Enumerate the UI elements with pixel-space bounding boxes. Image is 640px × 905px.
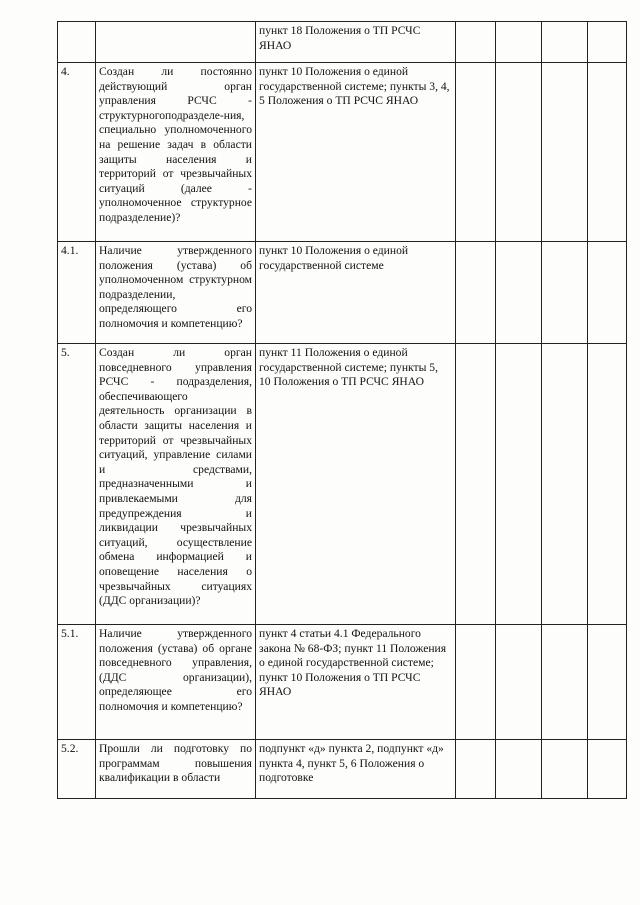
- table-row: [58, 63, 627, 242]
- table-row: [58, 740, 627, 799]
- row-number: 4.: [58, 63, 96, 242]
- row-reference: пункт 10 Положения о единой государственной системе; пункты 3, 4, 5 Положения о ТП РСЧС ЯНАО: [256, 63, 456, 242]
- table-row: [58, 625, 627, 740]
- answer-cell: [542, 625, 588, 740]
- row-number: [58, 22, 96, 63]
- answer-cell: [542, 344, 588, 625]
- answer-cell: [542, 740, 588, 799]
- answer-cell: [588, 63, 627, 242]
- row-reference: пункт 10 Положения о единой государственной системе: [256, 242, 456, 344]
- answer-cell: [542, 242, 588, 344]
- answer-cell: [588, 344, 627, 625]
- row-question: Создан ли постоянно действующий орган управления РСЧС - структурногоподразделе-ния, специально уполномоченного на решение задач в области защиты населения и территорий от чрезвычайных ситуаций (далее - уполномоченное структурное подразделение)?: [96, 63, 256, 242]
- table-row: [58, 344, 627, 625]
- row-question: Наличие утвержденного положения (устава) об уполномоченном структурном подразделении, определяющего его полномочия и компетенцию?: [96, 242, 256, 344]
- row-question: Наличие утвержденного положения (устава) об органе повседневного управления,(ДДС организации), определяющее его полномочия и компетенцию?: [96, 625, 256, 740]
- answer-cell: [588, 740, 627, 799]
- answer-cell: [456, 740, 496, 799]
- answer-cell: [456, 242, 496, 344]
- row-reference: пункт 18 Положения о ТП РСЧС ЯНАО: [256, 22, 456, 63]
- answer-cell: [496, 242, 542, 344]
- table-row: [58, 22, 627, 63]
- row-question: [96, 22, 256, 63]
- answer-cell: [542, 22, 588, 63]
- row-number: 5.1.: [58, 625, 96, 740]
- checklist-table: [57, 21, 627, 799]
- answer-cell: [588, 625, 627, 740]
- answer-cell: [542, 63, 588, 242]
- answer-cell: [456, 63, 496, 242]
- answer-cell: [496, 625, 542, 740]
- row-number: 5.: [58, 344, 96, 625]
- table-row: [58, 242, 627, 344]
- answer-cell: [456, 22, 496, 63]
- row-number: 4.1.: [58, 242, 96, 344]
- answer-cell: [496, 344, 542, 625]
- row-question: Прошли ли подготовку по программам повышения квалификации в области: [96, 740, 256, 799]
- answer-cell: [456, 344, 496, 625]
- answer-cell: [496, 22, 542, 63]
- row-reference: пункт 11 Положения о единой государственной системе; пункты 5, 10 Положения о ТП РСЧС ЯНАО: [256, 344, 456, 625]
- answer-cell: [456, 625, 496, 740]
- row-reference: пункт 4 статьи 4.1 Федерального закона № 68-ФЗ; пункт 11 Положения о единой государственной системе; пункт 10 Положения о ТП РСЧС ЯНАО: [256, 625, 456, 740]
- row-question: Создан ли орган повседневного управления РСЧС - подразделения, обеспечивающего деятельность организации в области защиты населения и территорий от чрезвычайных ситуаций, управление силами и средствами, предназначенными и привлекаемыми для предупреждения и ликвидации чрезвычайных ситуаций, осуществление обмена информацией и оповещение населения о чрезвычайных ситуациях (ДДС организации)?: [96, 344, 256, 625]
- answer-cell: [496, 740, 542, 799]
- answer-cell: [496, 63, 542, 242]
- row-reference: подпункт «д» пункта 2, подпункт «д» пункта 4, пункт 5, 6 Положения о подготовке: [256, 740, 456, 799]
- row-number: 5.2.: [58, 740, 96, 799]
- answer-cell: [588, 242, 627, 344]
- answer-cell: [588, 22, 627, 63]
